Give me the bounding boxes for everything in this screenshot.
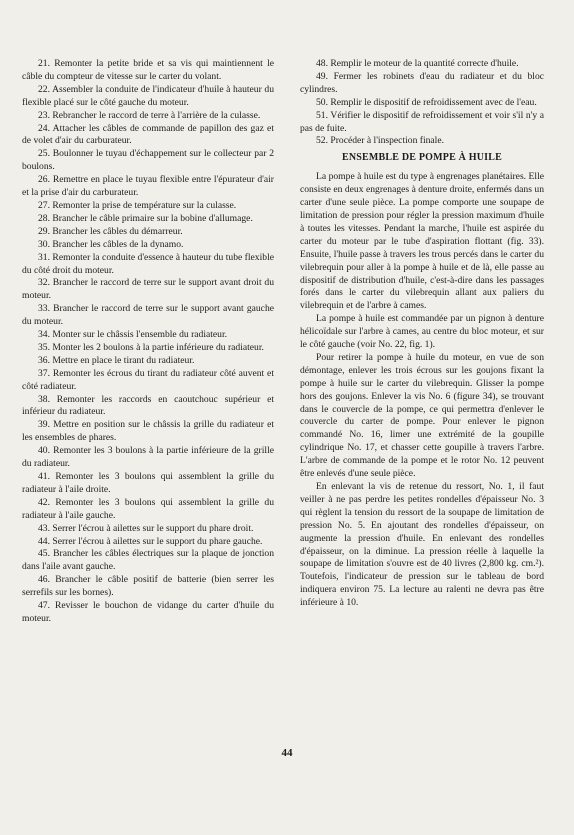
procedure-step: 23. Rebrancher le raccord de terre à l'arrière de la culasse. [38, 109, 261, 121]
procedure-step: 22. Assembler la conduite de l'indicateur d'huile à hauteur du flexible placé sur le côté gauche du moteur. [22, 83, 274, 108]
procedure-step: 52. Procéder à l'inspection finale. [316, 135, 445, 147]
section-heading: ENSEMBLE DE POMPE À HUILE [341, 152, 503, 164]
procedure-step: 41. Remonter les 3 boulons qui assemblent la grille du radiateur à l'aile droite. [22, 471, 274, 495]
procedure-step: 37. Remonter les écrous du tirant du radiateur côté auvent et côté radiateur. [22, 367, 274, 392]
procedure-step: 25. Boulonner le tuyau d'échappement sur le collecteur par 2 boulons. [22, 148, 274, 173]
procedure-step: 35. Monter les 2 boulons à la partie inférieure du radiateur. [38, 341, 264, 353]
procedure-step: 48. Remplir le moteur de la quantité correcte d'huile. [316, 58, 519, 69]
procedure-step: 31. Remonter la conduite d'essence à hauteur du tube flexible du côté droit du moteur. [22, 251, 274, 276]
procedure-step: 26. Remettre en place le tuyau flexible entre l'épurateur d'air et la prise d'air du carburateur. [22, 174, 274, 199]
procedure-step: 24. Attacher les câbles de commande de papillon des gaz et de volet d'air du carburateur. [22, 122, 274, 147]
procedure-step: 28. Brancher le câble primaire sur la bobine d'allumage. [38, 212, 253, 224]
procedure-step: 49. Fermer les robinets d'eau du radiateur et du bloc cylindres. [300, 70, 544, 95]
procedure-step: 34. Monter sur le châssis l'ensemble du radiateur. [38, 329, 228, 341]
body-paragraph: La pompe à huile est commandée par un pignon à denture hélicoïdale sur l'arbre à cames, au centre du bloc moteur, et sur le côté gauche (voir No. 22, fig. 1). [300, 313, 544, 351]
procedure-step: 46. Brancher le câble positif de batterie (bien serrer les serrefils sur les bornes). [22, 574, 274, 599]
procedure-step: 39. Mettre en position sur le châssis la grille du radiateur et les ensembles de phares. [22, 419, 274, 444]
procedure-step: 44. Serrer l'écrou à ailettes sur le support du phare gauche. [38, 535, 263, 547]
right-column [300, 58, 544, 610]
procedure-step: 29. Brancher les câbles du démarreur. [38, 225, 183, 237]
procedure-step: 43. Serrer l'écrou à ailettes sur le support du phare droit. [38, 522, 254, 534]
procedure-step: 42. Remonter les 3 boulons qui assemblent la grille du radiateur à l'aile gauche. [22, 496, 274, 521]
procedure-step: 40. Remonter les 3 boulons à la partie inférieure de la grille du radiateur. [22, 445, 274, 470]
procedure-step: 36. Mettre en place le tirant du radiateur. [38, 354, 195, 366]
body-paragraph: Pour retirer la pompe à huile du moteur, en vue de son démontage, enlever les trois écrous sur les goujons fixant la pompe à huile sur le carter du vilebrequin. Glisser la pompe hors des goujons. Enlever la vis No. 6 (figure 34), se trouvant dans le couvercle de la pompe, ce qui permettra d'enlever le couvercle du carter de pompe. Pour enlever le pignon commandé No. 16, limer une extrémité de la goupille cylindrique No. 17, et chasser cette goupille à travers l'arbre. L'arbre de commande de la pompe et le rotor No. 12 peuvent être enlevés d'une seule pièce. [300, 351, 544, 480]
page-number: 44 [281, 747, 293, 759]
body-paragraph: En enlevant la vis de retenue du ressort, No. 1, il faut veiller à ne pas perdre les petites rondelles d'épaisseur No. 3 qui règlent la tension du ressort de la soupape de limitation de pression No. 5. En ajoutant des rondelles d'épaisseur, on augmente la pression d'huile. En enlevant des rondelles d'épaisseur, on la diminue. La pression réelle à laquelle la soupape de limitation s'ouvre est de 40 livres (2,800 kg. cm.²). Toutefois, l'indicateur de pression sur le tableau de bord indiquera environ 75. La lecture au ralenti ne devra pas être inférieure à 10. [300, 481, 544, 609]
procedure-step: 51. Vérifier le dispositif de refroidissement et voir s'il n'y a pas de fuite. [300, 109, 544, 134]
procedure-step: 47. Revisser le bouchon de vidange du carter d'huile du moteur. [22, 600, 274, 624]
left-column [22, 58, 274, 626]
procedure-step: 30. Brancher les câbles de la dynamo. [38, 238, 184, 250]
procedure-step: 27. Remonter la prise de température sur la culasse. [38, 199, 237, 211]
procedure-step: 32. Brancher le raccord de terre sur le support avant droit du moteur. [22, 277, 274, 302]
procedure-step: 45. Brancher les câbles électriques sur la plaque de jonction dans l'aile avant gauche. [22, 548, 274, 573]
procedure-step: 33. Brancher le raccord de terre sur le support avant gauche du moteur. [22, 303, 274, 328]
procedure-step: 50. Remplir le dispositif de refroidissement avec de l'eau. [316, 96, 537, 108]
procedure-step: 38. Remonter les raccords en caoutchouc supérieur et inférieur du radiateur. [22, 393, 274, 418]
procedure-step: 21. Remonter la petite bride et sa vis qui maintiennent le câble du compteur de vitesse sur le carter du volant. [22, 58, 274, 82]
body-paragraph: La pompe à huile est du type à engrenages planétaires. Elle consiste en deux engrenages à denture droite, enfermés dans un carter d'une seule pièce. La pompe comporte une soupape de limitation de pression pour régler la pression maximum d'huile à toutes les vitesses. Pendant la marche, l'huile est aspirée du carter du moteur par le tube d'aspiration flottant (fig. 33). Ensuite, l'huile passe à travers les trous percés dans le carter du vilebrequin pour aller à la pompe à huile et de là, elle passe au dispositif de distribution d'huile, c'est-à-dire dans les passages forés dans le carter du vilebrequin allant aux paliers du vilebrequin et de l'arbre à cames. [300, 171, 544, 312]
